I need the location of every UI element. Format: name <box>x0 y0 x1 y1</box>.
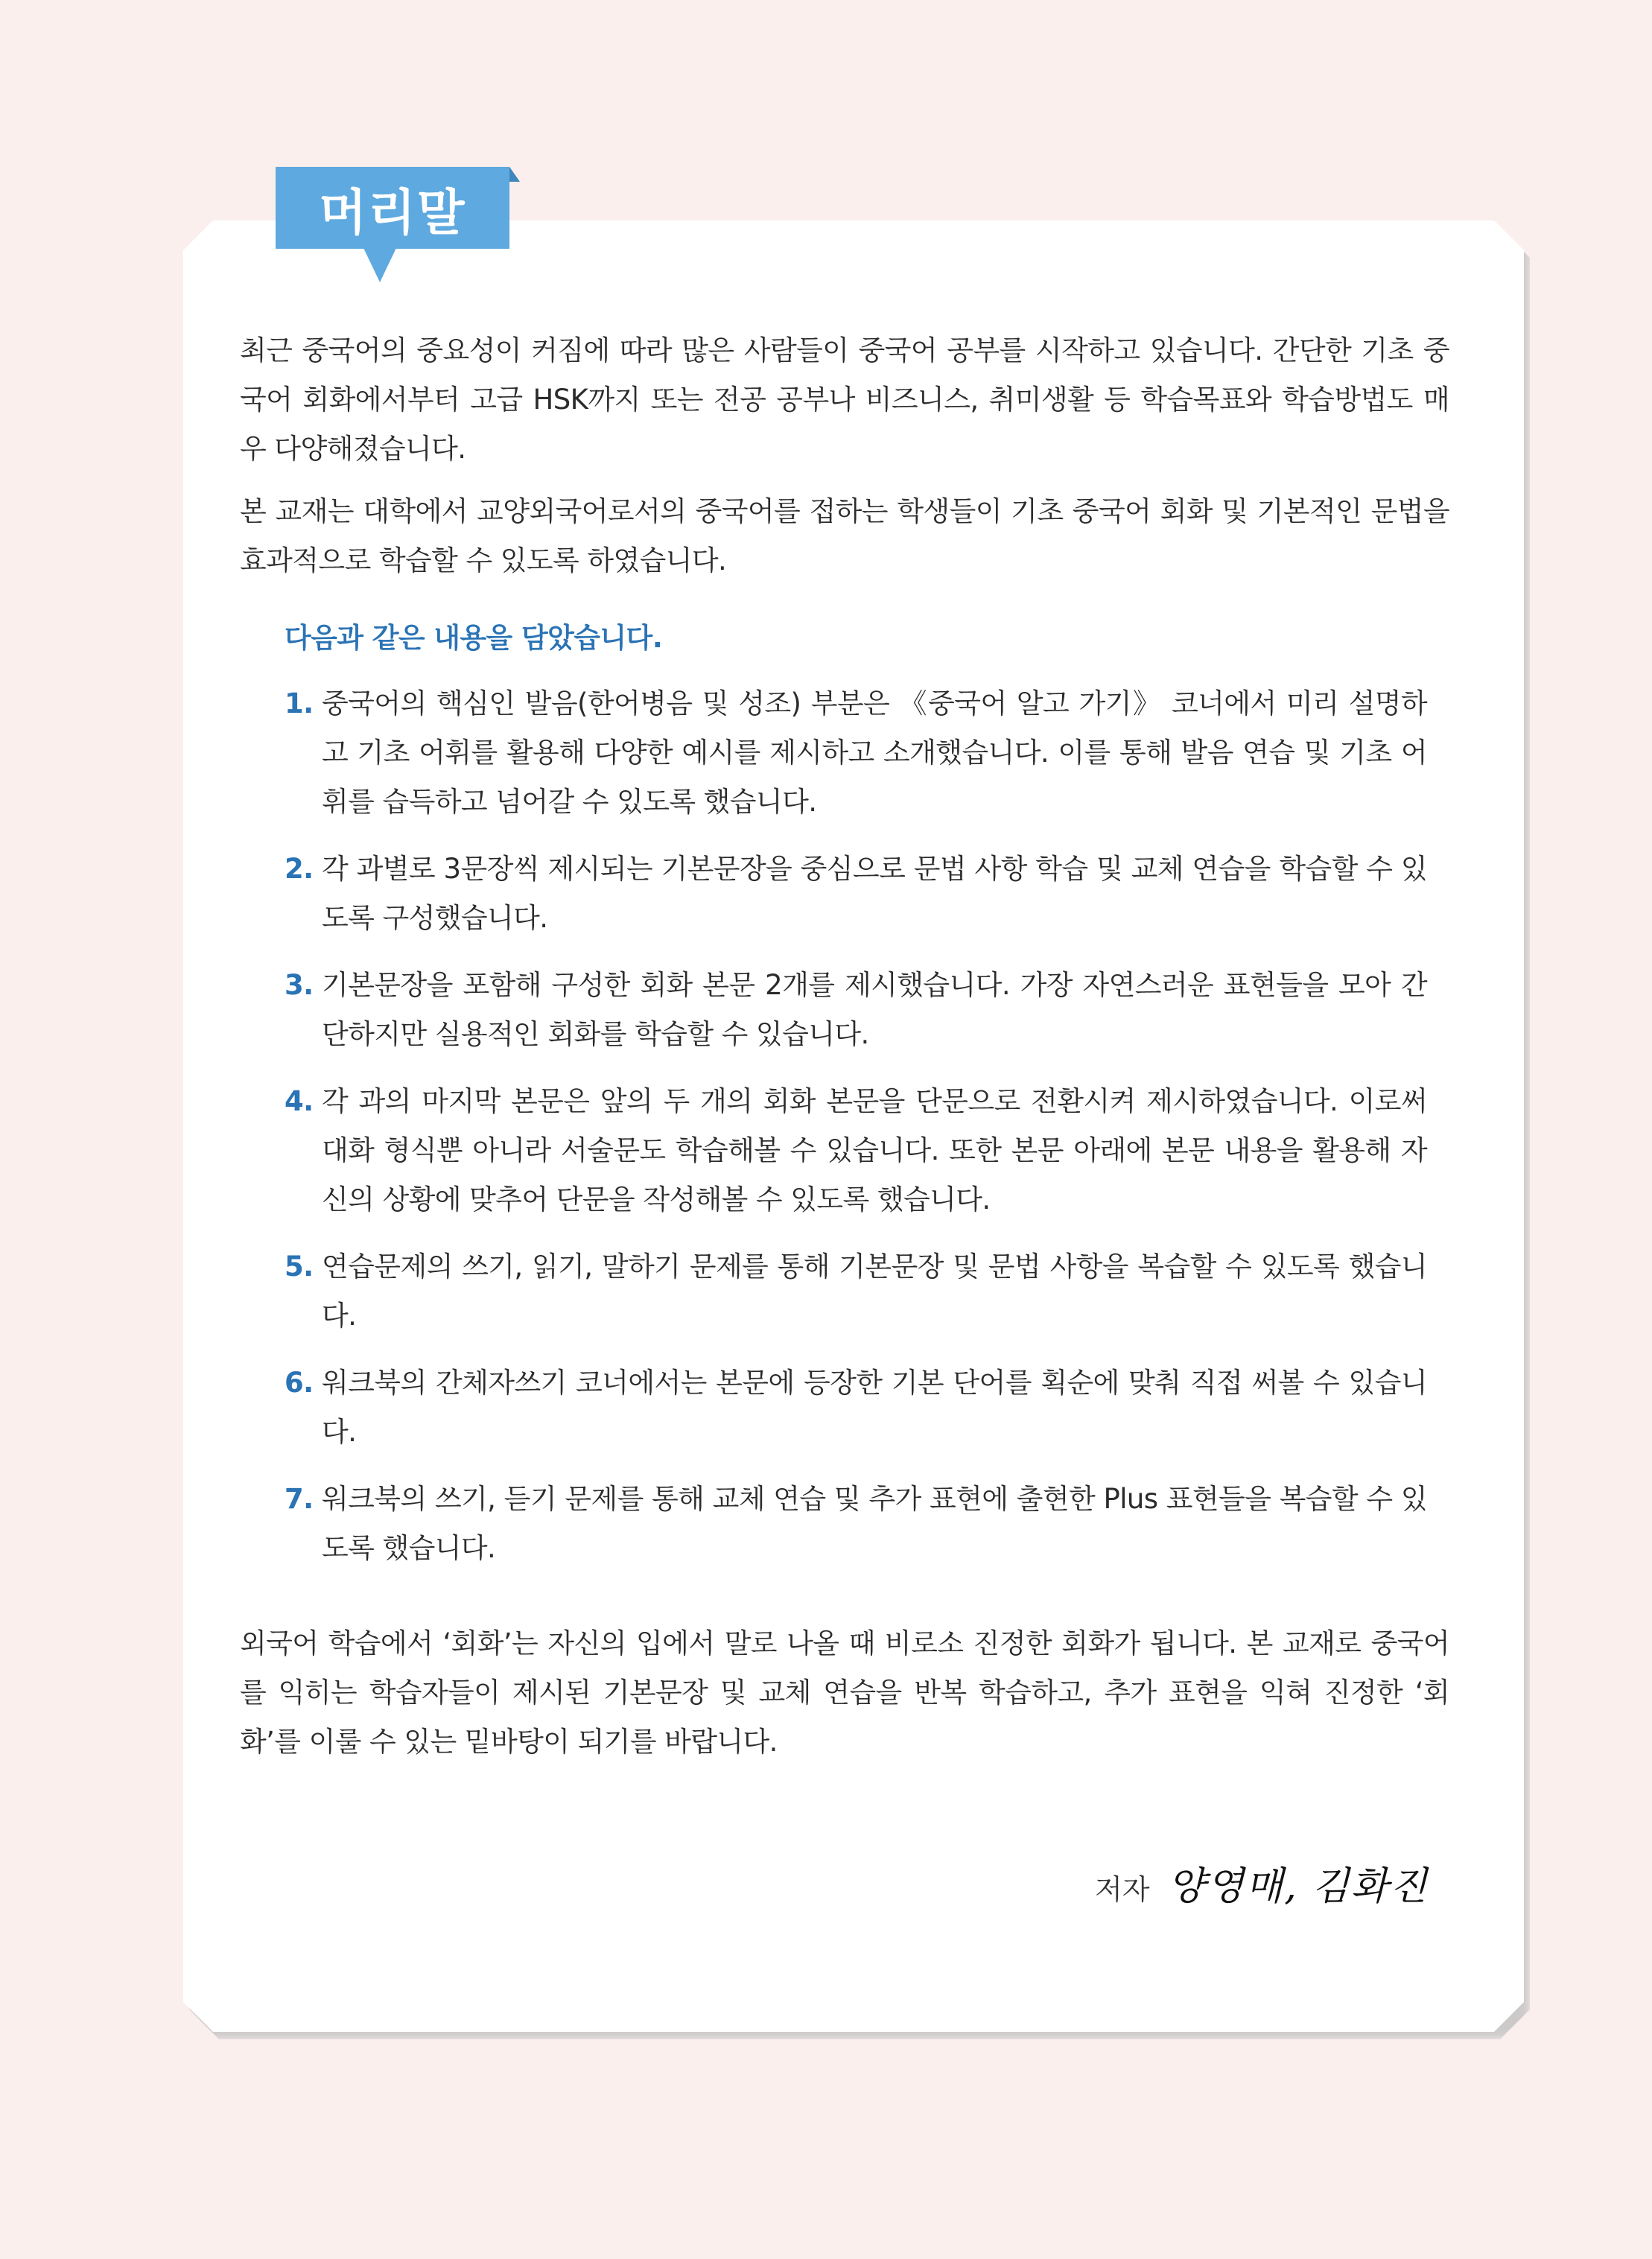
list-item-text: 중국어의 핵심인 발음(한어병음 및 성조) 부분은 《중국어 알고 가기》 코너에서 미리 설명하고 기초 어휘를 활용해 다양한 예시를 제시하고 소개했습니다. 이를 통해 발음 연습 및 기초 어휘를 습득하고 넘어갈 수 있도록 했습니다. <box>322 687 1427 818</box>
list-item <box>285 1242 1449 1341</box>
intro-paragraph-2: 본 교재는 대학에서 교양외국어로서의 중국어를 접하는 학생들이 기초 중국어 회화 및 기본적인 문법을 효과적으로 학습할 수 있도록 하였습니다. <box>240 495 1449 576</box>
list-item-number: 6. <box>285 1367 314 1399</box>
list-item <box>285 961 1449 1059</box>
list-item-text: 각 과의 마지막 본문은 앞의 두 개의 회화 본문을 단문으로 전환시켜 제시하였습니다. 이로써 대화 형식뿐 아니라 서술문도 학습해볼 수 있습니다. 또한 본문 아래에 본문 내용을 활용해 자신의 상황에 맞추어 단문을 작성해볼 수 있도록 했습니다. <box>322 1085 1427 1216</box>
title-tag-fold <box>509 167 520 182</box>
list-item <box>285 1359 1449 1457</box>
intro-paragraph-1: 최근 중국어의 중요성이 커짐에 따라 많은 사람들이 중국어 공부를 시작하고 있습니다. 간단한 기초 중국어 회화에서부터 고급 HSK까지 또는 전공 공부나 비즈니스, 취미생활 등 학습목표와 학습방법도 매우 다양해졌습니다. <box>240 334 1449 465</box>
list-item-number: 7. <box>285 1483 314 1515</box>
author-names: 양영매, 김화진 <box>1167 1864 1429 1909</box>
section-heading: 다음과 같은 내용을 담았습니다. <box>285 622 663 654</box>
preface-title-tag <box>276 167 509 249</box>
content-list <box>285 679 1449 1573</box>
list-item <box>285 845 1449 943</box>
list-item-number: 3. <box>285 969 314 1001</box>
closing-paragraph: 외국어 학습에서 ‘회화’는 자신의 입에서 말로 나올 때 비로소 진정한 회화가 됩니다. 본 교재로 중국어를 익히는 학습자들이 제시된 기본문장 및 교체 연습을 반복 학습하고, 추가 표현을 익혀 진정한 ‘회화’를 이룰 수 있는 밑바탕이 되기를 바랍니다. <box>240 1627 1449 1758</box>
list-item <box>285 679 1449 827</box>
list-item <box>285 1475 1449 1573</box>
list-item-number: 1. <box>285 687 314 719</box>
title-tag-pointer <box>363 248 396 282</box>
list-item-text: 기본문장을 포함해 구성한 회화 본문 2개를 제시했습니다. 가장 자연스러운 표현들을 모아 간단하지만 실용적인 회화를 학습할 수 있습니다. <box>322 969 1427 1050</box>
author-label: 저자 <box>1095 1873 1150 1906</box>
list-item <box>285 1077 1449 1224</box>
list-item-number: 4. <box>285 1085 314 1117</box>
list-item-text: 워크북의 간체자쓰기 코너에서는 본문에 등장한 기본 단어를 획순에 맞춰 직접 써볼 수 있습니다. <box>322 1367 1427 1448</box>
page-title: 머리말 <box>319 183 466 241</box>
list-item-number: 2. <box>285 853 314 885</box>
author-signature <box>1095 1855 1429 1910</box>
list-item-number: 5. <box>285 1251 314 1283</box>
preface-body <box>240 326 1449 1780</box>
list-item-text: 워크북의 쓰기, 듣기 문제를 통해 교체 연습 및 추가 표현에 출현한 Plus 표현들을 복습할 수 있도록 했습니다. <box>322 1483 1427 1564</box>
list-item-text: 연습문제의 쓰기, 읽기, 말하기 문제를 통해 기본문장 및 문법 사항을 복습할 수 있도록 했습니다. <box>322 1251 1427 1332</box>
list-item-text: 각 과별로 3문장씩 제시되는 기본문장을 중심으로 문법 사항 학습 및 교체 연습을 학습할 수 있도록 구성했습니다. <box>322 853 1427 934</box>
